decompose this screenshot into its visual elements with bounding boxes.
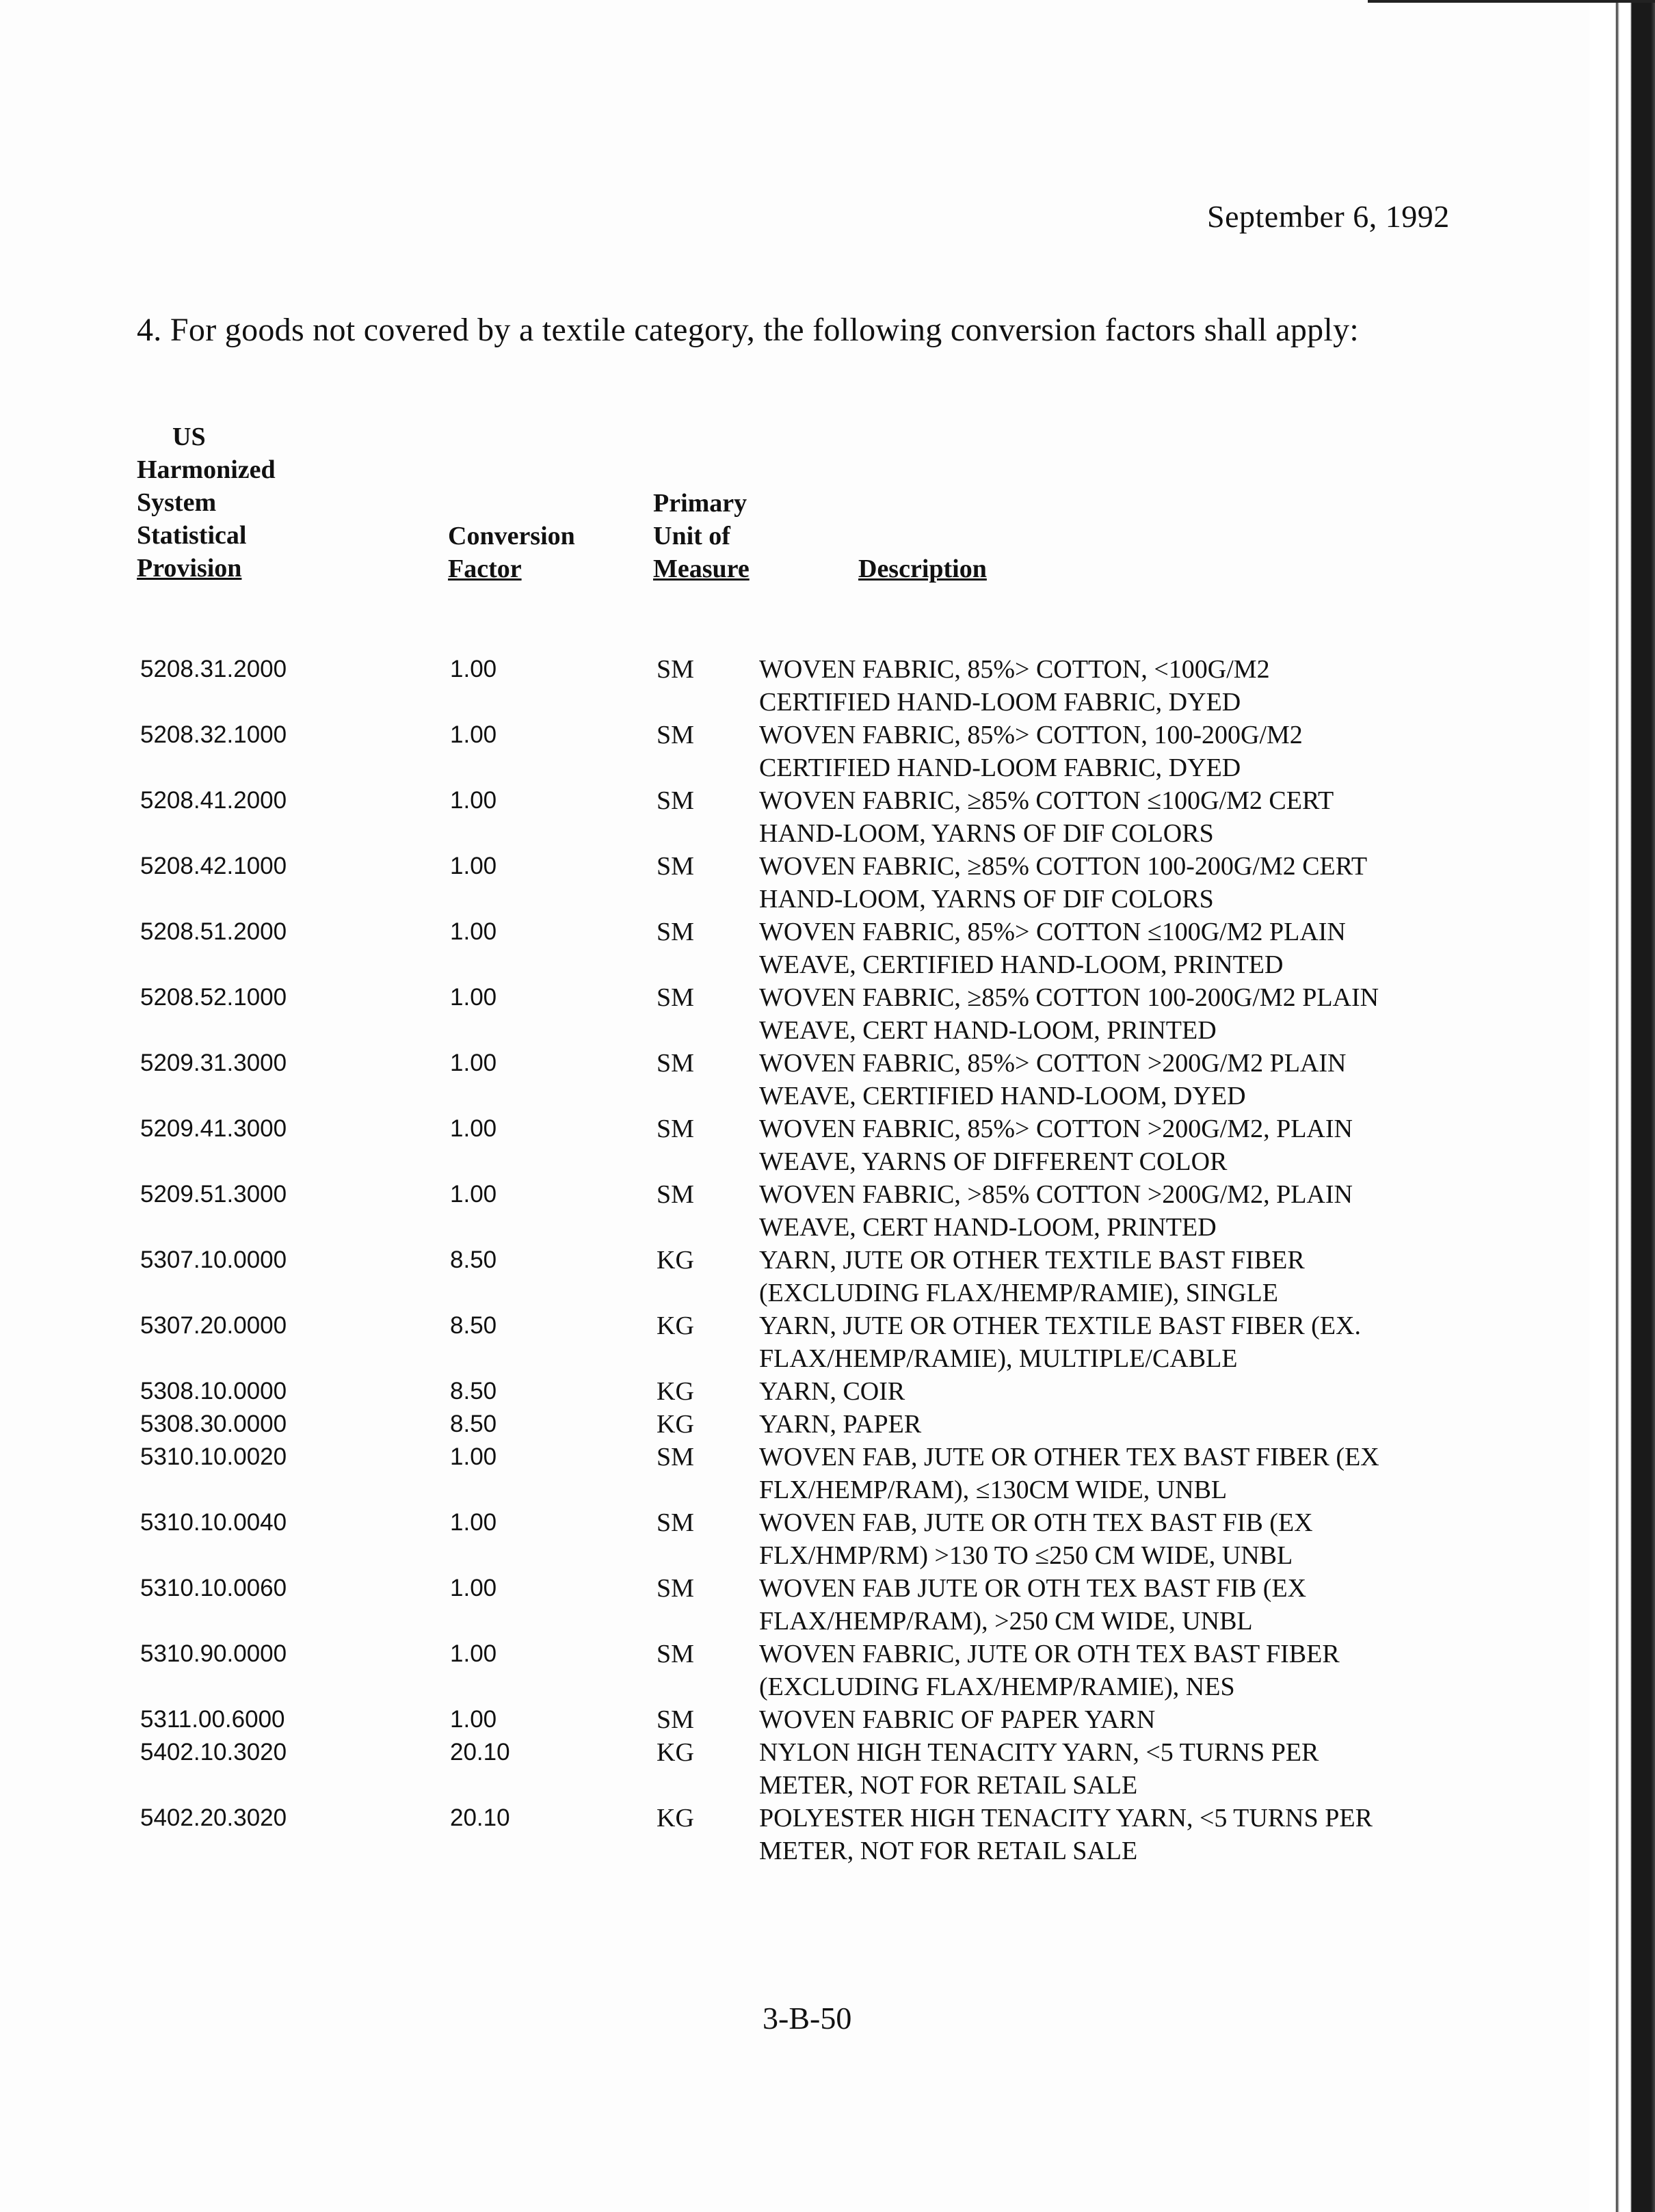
row-unit: SM <box>657 655 694 684</box>
row-code: 5310.90.0000 <box>140 1640 287 1667</box>
row-factor: 1.00 <box>450 1706 497 1733</box>
row-unit: SM <box>657 1574 694 1603</box>
row-code: 5308.30.0000 <box>140 1411 287 1437</box>
row-description-line: (EXCLUDING FLAX/HEMP/RAMIE), SINGLE <box>759 1279 1278 1307</box>
row-unit: SM <box>657 1640 694 1668</box>
header-code-line: System <box>137 488 217 517</box>
binding-edge <box>1589 0 1655 2212</box>
row-description <box>759 850 1477 916</box>
row-factor: 1.00 <box>450 1640 497 1667</box>
row-code: 5310.10.0060 <box>140 1575 287 1601</box>
row-description-line: YARN, COIR <box>759 1377 905 1406</box>
row-code: 5307.10.0000 <box>140 1247 287 1273</box>
header-unit <box>653 487 750 585</box>
row-description <box>759 1178 1477 1244</box>
header-factor <box>448 520 575 585</box>
row-unit: SM <box>657 918 694 946</box>
row-code: 5208.42.1000 <box>140 853 287 879</box>
row-description-line: FLX/HMP/RM) >130 TO ≤250 CM WIDE, UNBL <box>759 1541 1293 1570</box>
header-code <box>137 421 276 585</box>
row-description <box>759 1802 1477 1867</box>
row-description-line: WOVEN FABRIC OF PAPER YARN <box>759 1705 1156 1734</box>
header-factor-line: Factor <box>448 555 522 583</box>
row-code: 5311.00.6000 <box>140 1706 285 1733</box>
row-description-line: WEAVE, CERTIFIED HAND-LOOM, DYED <box>759 1082 1246 1110</box>
row-description-line: WEAVE, CERT HAND-LOOM, PRINTED <box>759 1016 1217 1045</box>
row-description-line: WOVEN FABRIC, JUTE OR OTH TEX BAST FIBER <box>759 1640 1340 1668</box>
row-description <box>759 1572 1477 1638</box>
row-code: 5402.10.3020 <box>140 1739 287 1765</box>
row-description <box>759 1244 1477 1309</box>
row-factor: 1.00 <box>450 1115 497 1142</box>
row-unit: SM <box>657 1115 694 1143</box>
row-code: 5208.52.1000 <box>140 984 287 1011</box>
row-factor: 1.00 <box>450 1050 497 1076</box>
header-code-line: Statistical <box>137 521 247 550</box>
row-description <box>759 1408 1477 1441</box>
row-description-line: WOVEN FAB, JUTE OR OTH TEX BAST FIB (EX <box>759 1508 1313 1537</box>
row-code: 5208.31.2000 <box>140 656 287 682</box>
row-unit: KG <box>657 1410 694 1439</box>
row-description-line: WOVEN FABRIC, 85%> COTTON ≤100G/M2 PLAIN <box>759 918 1346 946</box>
row-code: 5402.20.3020 <box>140 1804 287 1831</box>
row-description-line: YARN, JUTE OR OTHER TEXTILE BAST FIBER <box>759 1246 1305 1275</box>
row-code: 5310.10.0020 <box>140 1443 287 1470</box>
row-description-line: FLX/HEMP/RAM), ≤130CM WIDE, UNBL <box>759 1476 1228 1504</box>
row-description-line: YARN, JUTE OR OTHER TEXTILE BAST FIBER (EX. <box>759 1311 1361 1340</box>
row-description-line: WOVEN FABRIC, 85%> COTTON, <100G/M2 <box>759 655 1270 684</box>
row-description-line: WOVEN FABRIC, ≥85% COTTON 100-200G/M2 CERT <box>759 852 1368 881</box>
row-description-line: HAND-LOOM, YARNS OF DIF COLORS <box>759 885 1214 914</box>
row-factor: 1.00 <box>450 918 497 945</box>
row-description-line: WOVEN FABRIC, ≥85% COTTON 100-200G/M2 PLAIN <box>759 983 1379 1012</box>
row-code: 5209.31.3000 <box>140 1050 287 1076</box>
row-unit: KG <box>657 1311 694 1340</box>
row-code: 5209.51.3000 <box>140 1181 287 1208</box>
row-factor: 8.50 <box>450 1247 497 1273</box>
page-number: 3-B-50 <box>763 2001 852 2036</box>
header-code-line: Provision <box>137 554 242 583</box>
top-edge-rule <box>1368 0 1655 3</box>
header-code-line: US <box>172 423 206 451</box>
row-factor: 1.00 <box>450 984 497 1011</box>
header-unit-line: Unit of <box>653 522 730 550</box>
row-factor: 8.50 <box>450 1378 497 1404</box>
row-description <box>759 1736 1477 1802</box>
row-description <box>759 1309 1477 1375</box>
row-description <box>759 981 1477 1047</box>
header-factor-line: Conversion <box>448 522 575 550</box>
document-date: September 6, 1992 <box>1207 199 1450 234</box>
row-unit: KG <box>657 1377 694 1406</box>
row-factor: 1.00 <box>450 787 497 814</box>
row-code: 5208.51.2000 <box>140 918 287 945</box>
row-factor: 1.00 <box>450 1509 497 1536</box>
row-description-line: FLAX/HEMP/RAM), >250 CM WIDE, UNBL <box>759 1607 1253 1636</box>
row-description <box>759 653 1477 719</box>
row-description-line: CERTIFIED HAND-LOOM FABRIC, DYED <box>759 688 1241 717</box>
row-description-line: WEAVE, CERTIFIED HAND-LOOM, PRINTED <box>759 950 1284 979</box>
row-description-line: WEAVE, CERT HAND-LOOM, PRINTED <box>759 1213 1217 1242</box>
row-factor: 1.00 <box>450 1181 497 1208</box>
row-unit: SM <box>657 786 694 815</box>
row-code: 5310.10.0040 <box>140 1509 287 1536</box>
row-factor: 1.00 <box>450 1575 497 1601</box>
row-description <box>759 1375 1477 1408</box>
row-description <box>759 719 1477 784</box>
row-unit: SM <box>657 721 694 749</box>
row-description-line: (EXCLUDING FLAX/HEMP/RAMIE), NES <box>759 1673 1235 1701</box>
row-description-line: METER, NOT FOR RETAIL SALE <box>759 1771 1138 1800</box>
row-description-line: WOVEN FABRIC, 85%> COTTON >200G/M2, PLAIN <box>759 1115 1353 1143</box>
row-code: 5209.41.3000 <box>140 1115 287 1142</box>
row-unit: SM <box>657 852 694 881</box>
row-factor: 20.10 <box>450 1739 510 1765</box>
row-description-line: FLAX/HEMP/RAMIE), MULTIPLE/CABLE <box>759 1344 1238 1373</box>
row-description-line: WEAVE, YARNS OF DIFFERENT COLOR <box>759 1147 1228 1176</box>
row-description <box>759 1703 1477 1736</box>
row-unit: SM <box>657 1443 694 1471</box>
row-description <box>759 1441 1477 1506</box>
row-factor: 1.00 <box>450 721 497 748</box>
header-unit-line: Measure <box>653 555 750 583</box>
header-description <box>858 552 987 585</box>
row-unit: SM <box>657 1508 694 1537</box>
row-unit: KG <box>657 1738 694 1767</box>
row-description <box>759 916 1477 981</box>
row-description-line: WOVEN FAB JUTE OR OTH TEX BAST FIB (EX <box>759 1574 1307 1603</box>
row-factor: 8.50 <box>450 1411 497 1437</box>
row-unit: KG <box>657 1246 694 1275</box>
row-description-line: CERTIFIED HAND-LOOM FABRIC, DYED <box>759 754 1241 782</box>
intro-paragraph: 4. For goods not covered by a textile category, the following conversion factors shall apply: <box>137 312 1360 348</box>
row-description-line: HAND-LOOM, YARNS OF DIF COLORS <box>759 819 1214 848</box>
row-code: 5208.32.1000 <box>140 721 287 748</box>
row-unit: SM <box>657 1049 694 1078</box>
row-description-line: WOVEN FABRIC, 85%> COTTON >200G/M2 PLAIN <box>759 1049 1347 1078</box>
row-description-line: POLYESTER HIGH TENACITY YARN, <5 TURNS PER <box>759 1804 1373 1833</box>
row-description <box>759 784 1477 850</box>
row-unit: SM <box>657 1180 694 1209</box>
row-code: 5208.41.2000 <box>140 787 287 814</box>
row-description-line: METER, NOT FOR RETAIL SALE <box>759 1837 1138 1865</box>
row-description-line: WOVEN FABRIC, 85%> COTTON, 100-200G/M2 <box>759 721 1303 749</box>
row-factor: 1.00 <box>450 853 497 879</box>
row-factor: 1.00 <box>450 656 497 682</box>
row-description-line: YARN, PAPER <box>759 1410 922 1439</box>
header-description-line: Description <box>858 555 987 583</box>
row-description-line: WOVEN FABRIC, >85% COTTON >200G/M2, PLAIN <box>759 1180 1353 1209</box>
row-description-line: WOVEN FABRIC, ≥85% COTTON ≤100G/M2 CERT <box>759 786 1334 815</box>
row-code: 5308.10.0000 <box>140 1378 287 1404</box>
row-description <box>759 1047 1477 1112</box>
row-factor: 8.50 <box>450 1312 497 1339</box>
row-description <box>759 1638 1477 1703</box>
row-code: 5307.20.0000 <box>140 1312 287 1339</box>
row-unit: SM <box>657 1705 694 1734</box>
row-unit: SM <box>657 983 694 1012</box>
row-description <box>759 1506 1477 1572</box>
header-unit-line: Primary <box>653 489 747 518</box>
row-description-line: WOVEN FAB, JUTE OR OTHER TEX BAST FIBER (EX <box>759 1443 1379 1471</box>
row-description-line: NYLON HIGH TENACITY YARN, <5 TURNS PER <box>759 1738 1319 1767</box>
row-factor: 1.00 <box>450 1443 497 1470</box>
header-code-line: Harmonized <box>137 455 276 484</box>
row-unit: KG <box>657 1804 694 1833</box>
row-factor: 20.10 <box>450 1804 510 1831</box>
row-description <box>759 1112 1477 1178</box>
